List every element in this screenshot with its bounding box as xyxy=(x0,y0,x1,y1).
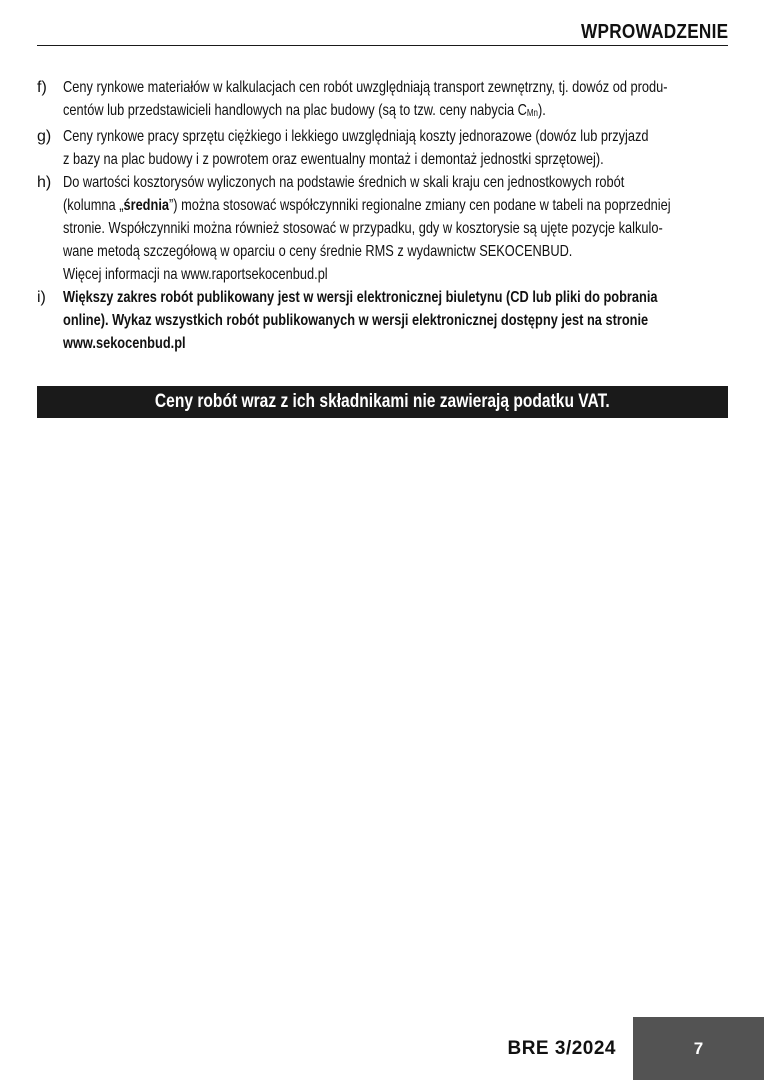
text-fragment: ”) można stosować współczynniki regionalne zmiany cen podane w tabeli na poprzedniej xyxy=(169,197,671,214)
text-line: online). Wykaz wszystkich robót publikowanych w wersji elektronicznej dostępny jest na stronie xyxy=(63,312,649,329)
list-item-letter: g) xyxy=(37,128,52,145)
subscript: Mn xyxy=(526,108,539,119)
text-line: Ceny rynkowe materiałów w kalkulacjach cen robót uwzględniają transport zewnętrzny, tj. dowóz od produ- xyxy=(63,79,668,96)
list-item-h xyxy=(37,171,728,286)
list-item-letter: f) xyxy=(37,79,47,96)
text-line: www.sekocenbud.pl xyxy=(63,335,186,352)
text-line: Większy zakres robót publikowany jest w wersji elektronicznej biuletynu (CD lub pliki do pobrania xyxy=(63,289,658,306)
bold-term: średnia xyxy=(123,197,169,214)
list-item-i xyxy=(37,286,728,355)
page-number: 7 xyxy=(693,1038,704,1058)
list-item-letter: i) xyxy=(37,289,46,306)
vat-notice-banner xyxy=(37,386,728,418)
list-item-g xyxy=(37,125,728,171)
text-line: Do wartości kosztorysów wyliczonych na podstawie średnich w skali kraju cen jednostkowych robót xyxy=(63,174,625,191)
text-line: Więcej informacji na www.raportsekocenbud.pl xyxy=(63,266,328,283)
text-fragment: centów lub przedstawicieli handlowych na plac budowy (są to tzw. ceny nabycia C xyxy=(63,102,527,119)
text-fragment: (kolumna „ xyxy=(63,197,124,214)
document-body xyxy=(37,76,728,355)
text-line: wane metodą szczegółową w oparciu o ceny średnie RMS z wydawnictw SEKOCENBUD. xyxy=(63,243,573,260)
issue-label: BRE 3/2024 xyxy=(507,1038,616,1059)
list-item-f xyxy=(37,76,728,125)
text-line: z bazy na plac budowy i z powrotem oraz ewentualny montaż i demontaż jednostki sprzętowej). xyxy=(63,151,604,168)
vat-notice-text: Ceny robót wraz z ich składnikami nie zawierają podatku VAT. xyxy=(155,391,610,412)
text-line: Ceny rynkowe pracy sprzętu ciężkiego i lekkiego uwzględniają koszty jednorazowe (dowóz lub przyjazd xyxy=(63,128,649,145)
page-number-box xyxy=(633,1017,764,1080)
page-header xyxy=(37,18,728,46)
section-title: WPROWADZENIE xyxy=(580,21,728,43)
text-line xyxy=(63,194,671,217)
text-line xyxy=(63,99,595,125)
text-fragment: ). xyxy=(538,102,546,119)
text-line: stronie. Współczynniki można również stosować w przypadku, gdy w kosztorysie są ujęte pozycje kalkulo- xyxy=(63,220,663,237)
list-item-letter: h) xyxy=(37,174,52,191)
